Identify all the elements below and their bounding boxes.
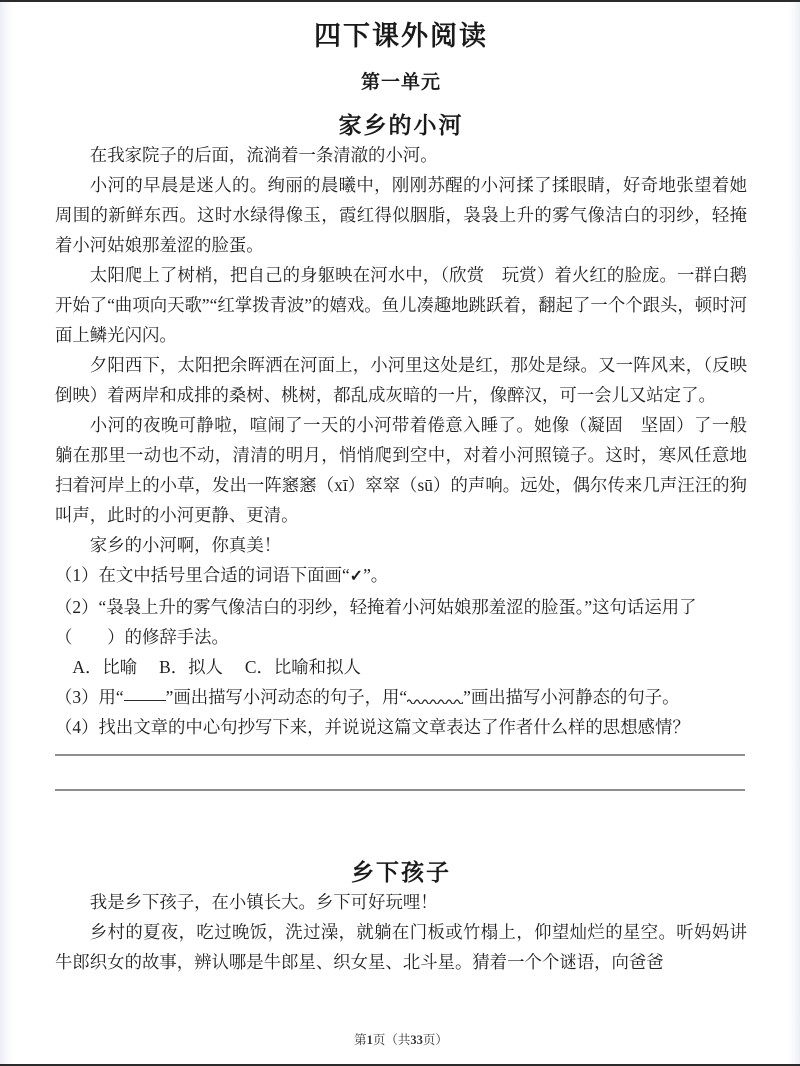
option-c[interactable]: C．比喻和拟人 [244,657,361,677]
page-right-shadow [788,2,800,1064]
question-2-options [55,652,747,682]
question-2-continued: （ ）的修辞手法。 [55,627,229,647]
wavy-underline-blank [407,692,463,704]
solid-underline-blank [124,700,166,701]
article-1-paragraph-3: 太阳爬上了树梢，把自己的身躯映在河水中，（欣赏 玩赏）着火红的脸庞。一群白鹅开始了“曲项向天歌”“红掌拨青波”的嬉戏。鱼儿凑趣地跳跃着，翻起了一个个跟头，顿时河面上鳞光闪闪。 [55,265,747,345]
article-2-paragraph-2: 乡村的夏夜，吃过晚饭，洗过澡，就躺在门板或竹榻上，仰望灿烂的星空。听妈妈讲牛郎织女的故事，辨认哪是牛郎星、织女星、北斗星。猜着一个个谜语，向爸爸 [55,922,747,972]
article-1-paragraph-6: 家乡的小河啊，你真美！ [89,535,282,555]
document-title: 四下课外阅读 [314,21,488,52]
footer-middle: 页（共 [372,1033,411,1047]
section-spacer [55,824,747,854]
page-footer [14,1030,788,1048]
document-content [55,2,765,977]
footer-total-pages: 33 [410,1033,423,1047]
question-3-part-b: ”画出描写小河动态的句子，用“ [165,687,408,707]
article-2-paragraph-1: 我是乡下孩子，在小镇长大。乡下可好玩哩！ [89,892,438,912]
document-page [14,2,788,1064]
question-3-part-a: （3）用“ [55,687,124,707]
unit-heading: 第一单元 [360,71,441,93]
article-1-title: 家乡的小河 [338,112,464,139]
answer-lines-group [55,754,747,791]
answer-line-1[interactable] [55,754,745,756]
footer-current-page: 1 [366,1033,373,1047]
article-1-paragraph-1: 在我家院子的后面，流淌着一条清澈的小河。 [89,145,438,165]
question-3-part-c: ”画出描写小河静态的句子。 [463,687,680,707]
option-a[interactable]: A．比喻 [72,657,138,677]
question-1-text: （1）在文中括号里合适的词语下面画“ [55,565,350,585]
article-1-paragraph-2: 小河的早晨是迷人的。绚丽的晨曦中，刚刚苏醒的小河揉了揉眼睛，好奇地张望着她周围的新鲜东西。这时水绿得像玉，霞红得似胭脂，袅袅上升的雾气像洁白的羽纱，轻掩着小河姑娘那羞涩的脸蛋。 [55,175,747,255]
question-2: （2）“袅袅上升的雾气像洁白的羽纱，轻掩着小河姑娘那羞涩的脸蛋。”这句话运用了 [55,597,697,617]
article-1-paragraph-5: 小河的夜晚可静啦，喧闹了一天的小河带着倦意入睡了。她像（凝固 坚固）了一般躺在那里一动也不动，清清的明月，悄悄爬到空中，对着小河照镜子。这时，寒风任意地扫着河岸上的小草，发出一阵窸窸（xī）窣窣（sū）的声响。远处，偶尔传来几声汪汪的狗叫声，此时的小河更静、更清。 [55,415,747,525]
page-left-shadow [0,2,14,1064]
question-1-text-end: ”。 [363,565,389,585]
footer-suffix: 页） [422,1033,448,1047]
option-b[interactable]: B．拟人 [159,657,223,677]
checkmark-icon: ✓ [349,568,364,585]
article-2-title: 乡下孩子 [351,859,451,886]
question-1 [55,560,747,592]
footer-prefix: 第 [354,1033,367,1047]
article-1-paragraph-4: 夕阳西下，太阳把余晖洒在河面上，小河里这处是红，那处是绿。又一阵风来，（反映 倒映）着两岸和成排的桑树、桃树，都乱成灰暗的一片，像醉汉，可一会儿又站定了。 [55,355,765,405]
question-4: （4）找出文章的中心句抄写下来，并说说这篇文章表达了作者什么样的思想感情？ [55,717,690,737]
answer-line-2[interactable] [55,789,745,791]
question-3 [55,682,747,712]
